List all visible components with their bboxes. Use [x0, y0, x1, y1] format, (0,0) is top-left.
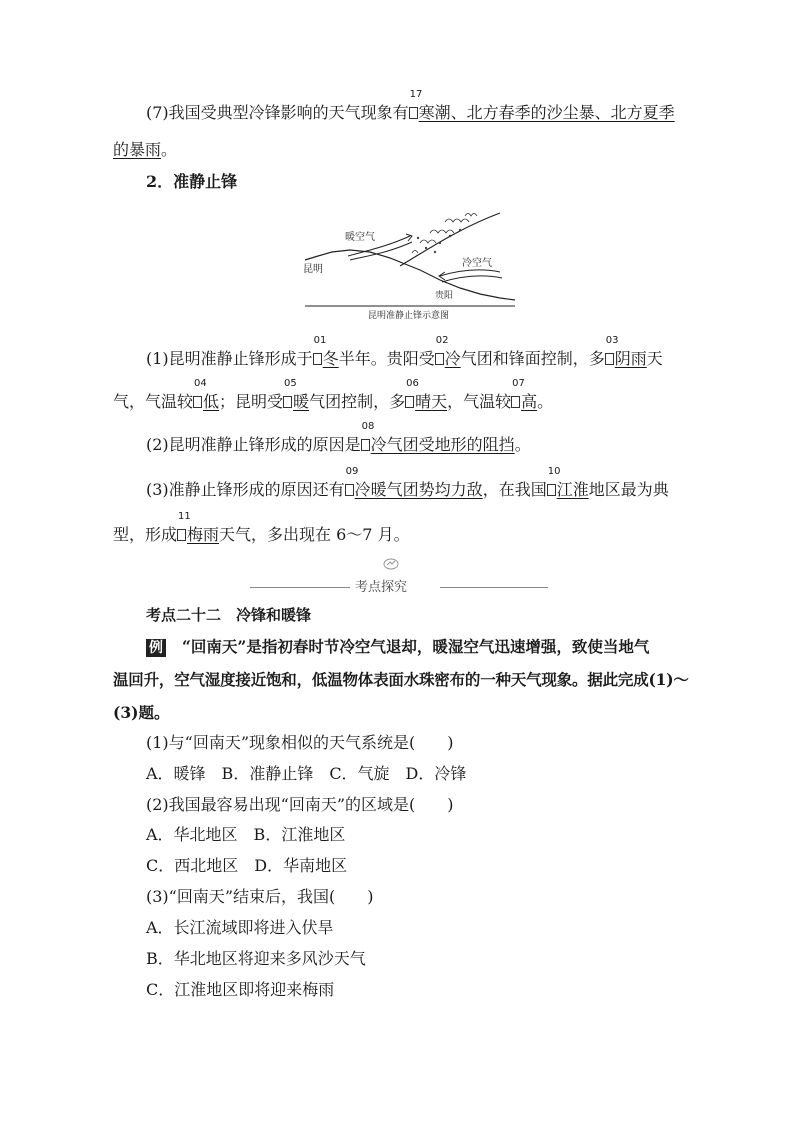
figure-caption: 昆明准静止锋示意图 [368, 311, 450, 320]
answer-blank-10: 10 [547, 480, 557, 500]
answer-blank-17: 17 [409, 103, 419, 123]
example-line2: 温回升，空气湿度接近饱和，低温物体表面水珠密布的一种天气现象。据此完成(1)～ [113, 670, 689, 689]
answer-blank-06: 06 [405, 392, 415, 412]
p7-answer-cont: 的暴雨 [113, 140, 162, 159]
section-ornament-icon [381, 557, 401, 571]
p7-text: (7)我国受典型冷锋影响的天气现象有 [146, 103, 409, 122]
cloud-icon [412, 214, 477, 254]
cold-air-label: 冷空气 [462, 258, 492, 269]
answer-blank-01: 01 [313, 349, 323, 369]
divider-right [440, 587, 548, 588]
topic-title: 考点二十二 冷锋和暖锋 [146, 606, 312, 624]
front-diagram [300, 208, 520, 320]
question-2-options-a: A．华北地区 B．江淮地区 [146, 825, 346, 844]
p7-line2: 的暴雨。 [113, 140, 178, 159]
question-2-options-b: C．西北地区 D．华南地区 [146, 856, 348, 875]
question-1-stem: (1)与“回南天”现象相似的天气系统是( ) [146, 733, 454, 752]
warm-air-label: 暖空气 [345, 232, 375, 243]
question-3-option-b: B．华北地区将迎来多风沙天气 [146, 949, 366, 968]
q3-line2: 型，形成 11 梅雨天气，多出现在 6～7 月。 [113, 511, 410, 544]
example-badge: 例 [146, 639, 166, 657]
section-2-title: 2．准静止锋 [146, 172, 238, 191]
q3-line1: (3)准静止锋形成的原因还有 09 冷暖气团势均力敌，在我国 10 江淮地区最为典 [146, 466, 669, 499]
answer-blank-09: 09 [345, 480, 355, 500]
answer-blank-05: 05 [283, 392, 293, 412]
question-3-option-a: A．长江流域即将进入伏旱 [146, 918, 334, 937]
answer-blank-04: 04 [193, 392, 203, 412]
question-3-option-c: C．江淮地区即将迎来梅雨 [146, 980, 335, 999]
example-line3: (3)题。 [113, 703, 170, 722]
divider-left [250, 587, 350, 588]
kunming-label: 昆明 [303, 264, 323, 275]
answer-blank-07: 07 [511, 392, 521, 412]
cold-air-arrow [439, 270, 502, 282]
question-3-stem: (3)“回南天”结束后，我国( ) [146, 887, 374, 906]
answer-blank-03: 03 [605, 349, 615, 369]
question-2-stem: (2)我国最容易出现“回南天”的区域是( ) [146, 795, 454, 814]
section-label: 考点探究 [355, 580, 408, 595]
example-line1: 例 “回南天”是指初春时节冷空气退却，暖湿空气迅速增强，致使当地气 [146, 637, 649, 657]
answer-blank-11: 11 [177, 525, 187, 545]
question-1-options: A．暖锋 B．准静止锋 C．气旋 D．冷锋 [146, 764, 467, 783]
q2-line: (2)昆明准静止锋形成的原因是 08 冷气团受地形的阻挡。 [146, 421, 531, 454]
p7-answer: 寒潮、北方春季的沙尘暴、北方夏季 [418, 103, 675, 122]
answer-blank-08: 08 [361, 435, 371, 455]
q1-line2: 气，气温较 04 低；昆明受 05 暖气团控制，多 06 晴天，气温较 07 高。 [113, 378, 554, 411]
guiyang-label: 贵阳 [435, 291, 454, 301]
answer-blank-02: 02 [435, 349, 445, 369]
p7-line1 [146, 89, 675, 123]
q1-line1: (1)昆明准静止锋形成于 01 冬半年。贵阳受 02 冷气团和锋面控制，多 03 阴雨天 [146, 335, 663, 368]
